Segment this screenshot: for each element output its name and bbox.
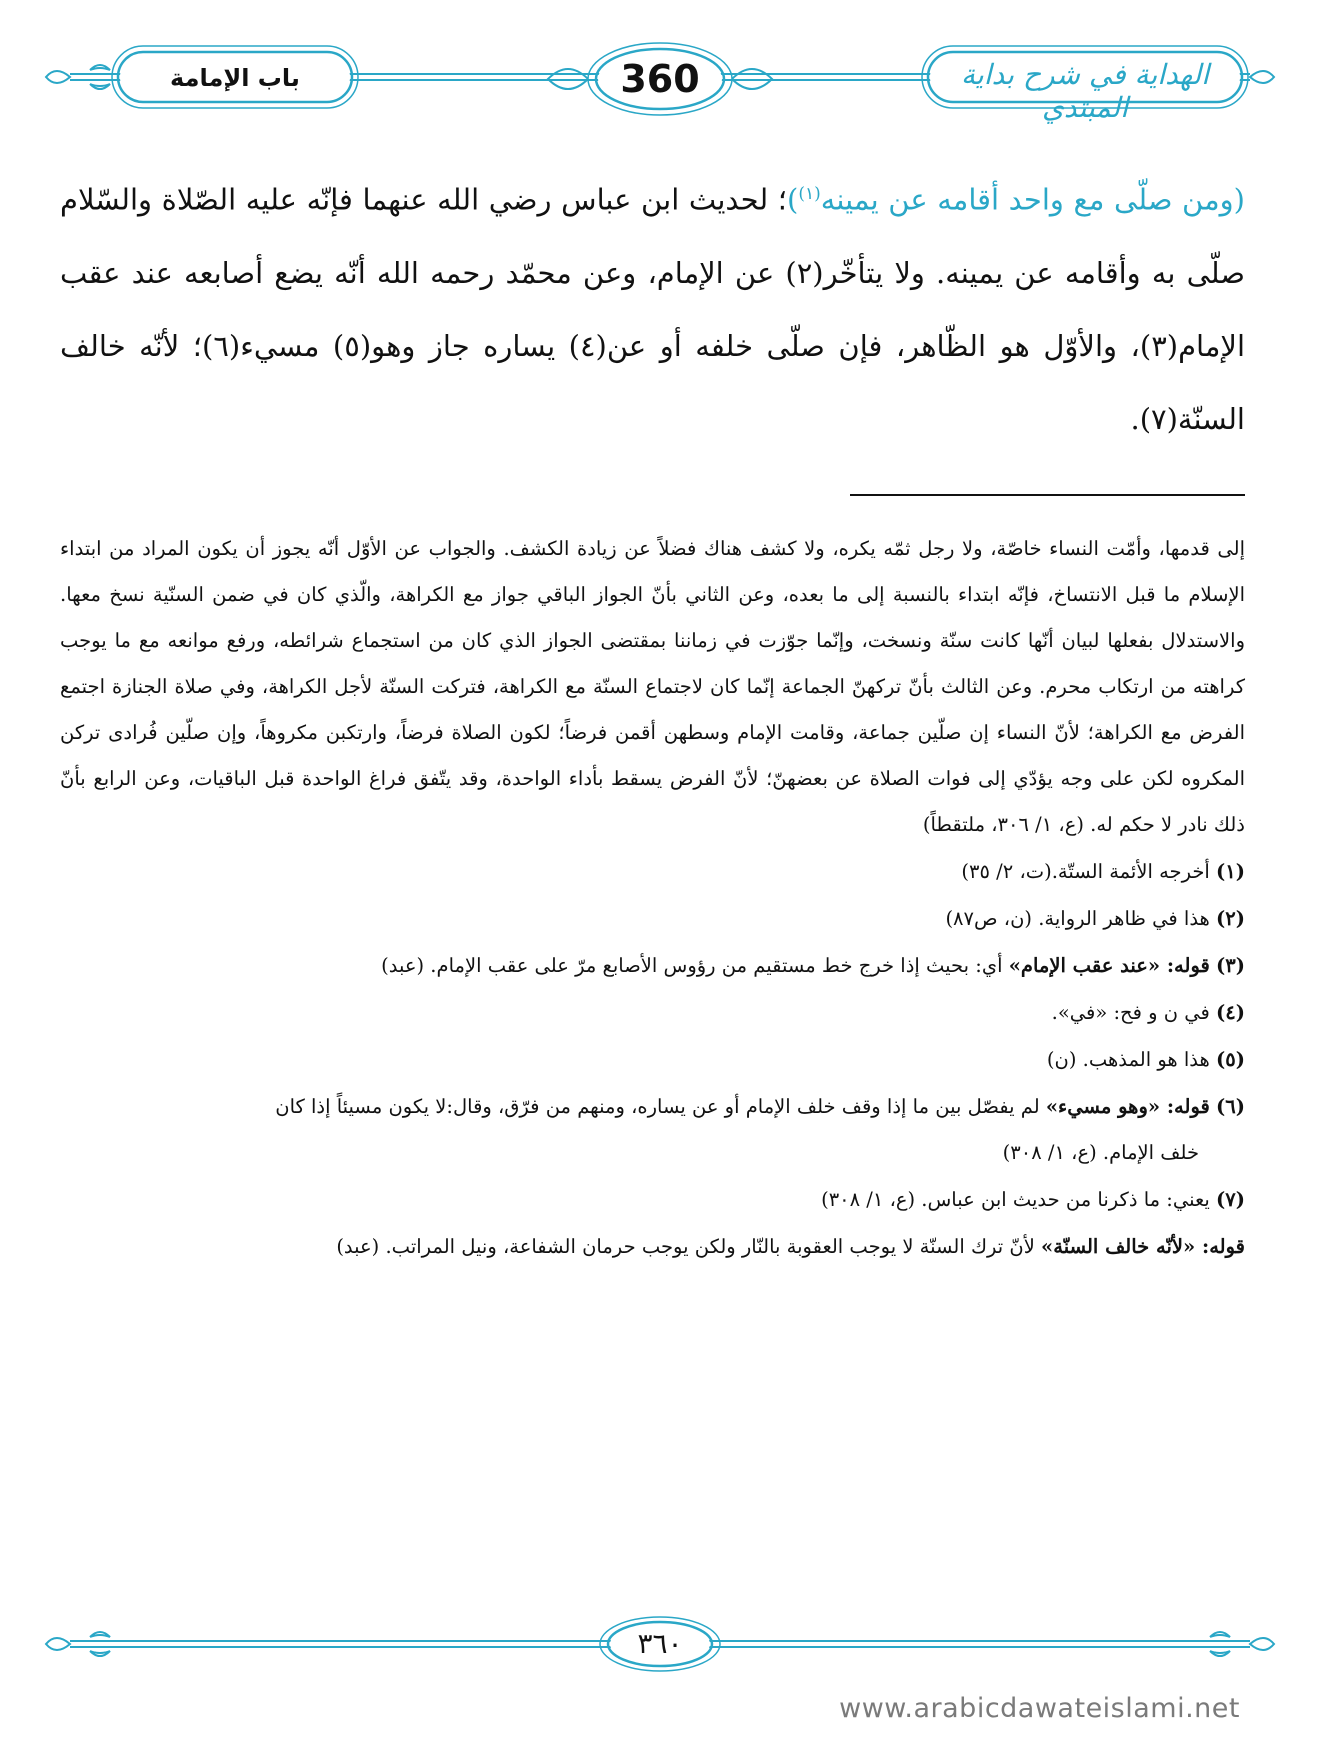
matn-text: (ومن صلّى مع واحد أقامه عن يمينه (820, 182, 1245, 217)
footnote-lemma: قوله: «عند عقب الإمام» (1008, 954, 1210, 977)
footnote-item (60, 942, 1245, 989)
footnote-text: في ن و فح: «في». (1051, 1001, 1210, 1024)
footnote-text: يعني: ما ذكرنا من حديث ابن عباس. (ع، ١/ ٣٠٨) (821, 1188, 1210, 1211)
commentary-text: إلى قدمها، وأمّت النساء خاصّة، ولا رجل ثمّه يكره، ولا كشف هناك فضلاً عن زيادة الكشف. والجواب عن الأوّل أنّه يجوز أن يكون المراد من ابتداء الإسلام ما قبل الانتساخ، فإنّه ابتداء بالنسبة إلى ما بعده، وعن الثاني بأنّ الجواز الباقي جواز مع الكراهة، والّذي كان في ضمن السنّية نسخ معها. والاستدلال بفعلها لبيان أنّها كانت سنّة ونسخت، وإنّما جوّزت في زماننا بمقتضى الجواز الذي كان من استجماع شرائطه، ورفع موانعه مع ما يوجب كراهته من ارتكاب محرم. وعن الثالث بأنّ تركهنّ الجماعة إنّما كان لاجتماع السنّة مع الكراهة، فتركت السنّة لأجل الكراهة، وفي صلاة الجنازة اجتمع الفرض مع الكراهة؛ لأنّ النساء إن صلّين جماعة، وقامت الإمام وسطهن أقمن فرضاً؛ لكون الصلاة فرضاً، وارتكبن مكروهاً، وإن صلّين فُرادى تركن المكروه لكن على وجه يؤدّي إلى فوات الصلاة عن بعضهنّ؛ لأنّ الفرض يسقط بأداء الواحدة، وقد يتّفق فراغ الواحدة قبل الباقيات، وعن الرابع بأنّ ذلك نادر لا حكم له. (ع، ١/ ٣٠٦، ملتقطاً) (60, 537, 1245, 836)
footnote-separator (850, 494, 1245, 496)
matn-close: ) (787, 182, 799, 217)
footnote-item (60, 848, 1245, 895)
footnote-number: (٥) (1216, 1048, 1245, 1071)
website-link[interactable]: www.arabicdawateislami.net (839, 1693, 1240, 1724)
footnote-text: خلف الإمام. (ع، ١/ ٣٠٨) (1002, 1141, 1199, 1164)
chapter-title: باب الإمامة (170, 64, 300, 92)
footnote-number: (٤) (1216, 1001, 1245, 1024)
header-page-number: 360 (620, 57, 700, 101)
footnote-lemma: قوله: «وهو مسيء» (1045, 1095, 1210, 1118)
footnote-item (60, 895, 1245, 942)
page-footer (0, 1608, 1320, 1688)
page-header (0, 0, 1320, 160)
footnote-item (60, 1083, 1245, 1130)
footer-page-number: ٣٦٠ (637, 1627, 683, 1660)
footnote-item (60, 1176, 1245, 1223)
footnote-text: أخرجه الأئمة الستّة.(ت، ٢/ ٣٥) (961, 860, 1210, 883)
footnote-list (60, 848, 1245, 1270)
footnote-text: لم يفصّل بين ما إذا وقف خلف الإمام أو عن يساره، ومنهم من فرّق، وقال:لا يكون مسيئاً إذا كان (275, 1095, 1046, 1118)
book-title: الهداية في شرح بداية المبتدي (961, 58, 1209, 124)
footnote-item (60, 1223, 1245, 1270)
footnote-text: هذا هو المذهب. (ن) (1046, 1048, 1210, 1071)
footnote-item (60, 989, 1245, 1036)
footnote-item (60, 1036, 1245, 1083)
footnote-text: هذا في ظاهر الرواية. (ن، ص٨٧) (945, 907, 1210, 930)
footnote-item (60, 1130, 1245, 1176)
footnote-number: (٣) (1216, 954, 1245, 977)
footnote-text: أي: بحيث إذا خرج خط مستقيم من رؤوس الأصابع مرّ على عقب الإمام. (عبد) (381, 954, 1009, 977)
main-text (60, 158, 1245, 456)
footnote-number: (٦) (1216, 1095, 1245, 1118)
footnotes-section (60, 526, 1245, 1270)
footnote-number: (١) (1216, 860, 1245, 883)
footnote-number: (٧) (1216, 1188, 1245, 1211)
matn-footnote-ref: (١) (798, 184, 821, 204)
sharh-text: ؛ لحديث ابن عباس رضي الله عنهما فإنّه عليه الصّلاة والسّلام صلّى به وأقامه عن يمينه. ولا يتأخّر(٢) عن الإمام، وعن محمّد رحمه الله أنّه يضع أصابعه عند عقب الإمام(٣)، والأوّل هو الظّاهر، فإن صلّى خلفه أو عن(٤) يساره جاز وهو(٥) مسيء(٦)؛ لأنّه خالف السنّة(٧). (60, 182, 1246, 436)
footnote-text: لأنّ ترك السنّة لا يوجب العقوبة بالنّار ولكن يوجب حرمان الشفاعة، ونيل المراتب. (عبد) (336, 1235, 1042, 1258)
footnote-number: (٢) (1216, 907, 1245, 930)
footnote-lemma: قوله: «لأنّه خالف السنّة» (1041, 1235, 1245, 1258)
